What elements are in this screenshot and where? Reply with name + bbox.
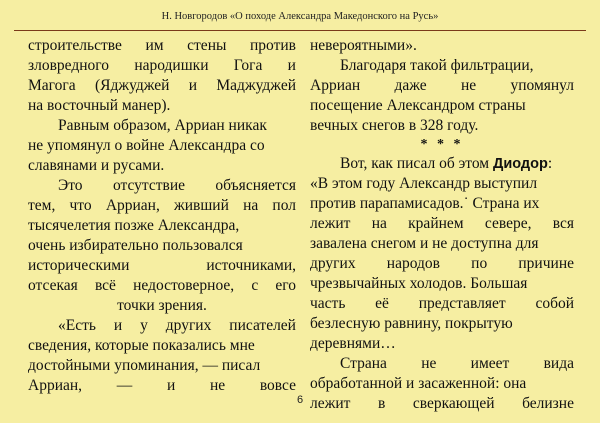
text-line bbox=[310, 254, 574, 274]
word: Гога bbox=[233, 57, 263, 74]
word: отсекая bbox=[28, 277, 78, 294]
text-line: посещение Александром страны bbox=[310, 97, 526, 114]
word: пол bbox=[272, 197, 296, 214]
text-line bbox=[28, 276, 296, 296]
word: лежит bbox=[310, 215, 351, 232]
word: по bbox=[471, 255, 488, 272]
word: что bbox=[69, 197, 92, 214]
word: в bbox=[377, 395, 386, 412]
word: народов bbox=[386, 255, 440, 272]
word: зловредного bbox=[28, 57, 110, 74]
word: у bbox=[140, 317, 148, 334]
text-line: чрезвычайных холодов. Большая bbox=[310, 275, 528, 292]
text-line: Равным образом, Арриан никак bbox=[58, 117, 267, 134]
diodor-intro-line bbox=[310, 154, 574, 174]
word: Маджуджей bbox=[216, 77, 296, 94]
intro-text: Вот, как писал об этом bbox=[340, 155, 493, 172]
word: даже bbox=[394, 77, 427, 94]
text-line bbox=[310, 294, 574, 314]
word: — bbox=[116, 377, 133, 394]
word: против bbox=[250, 37, 296, 54]
word: не bbox=[460, 77, 477, 94]
word: на bbox=[243, 197, 259, 214]
word: источниками, bbox=[206, 257, 296, 274]
word: отсутствие bbox=[112, 177, 186, 194]
word: (Яджуджей bbox=[94, 77, 170, 94]
author-name: Диодор bbox=[492, 156, 548, 172]
page-number: 6 bbox=[296, 394, 304, 406]
text-line: на восточный манер). bbox=[28, 97, 171, 114]
text-line: очень избирательно пользовался bbox=[28, 237, 243, 254]
word: не bbox=[209, 377, 226, 394]
text-line: сведения, которые показались мне bbox=[28, 337, 255, 354]
word: других bbox=[310, 255, 356, 272]
text-line: «В этом году Александр выступил bbox=[310, 175, 538, 192]
text-line: вечных снегов в 328 году. bbox=[310, 117, 479, 134]
word: всё bbox=[94, 277, 116, 294]
left-column bbox=[28, 36, 296, 396]
word: на bbox=[371, 215, 387, 232]
text-line bbox=[28, 256, 296, 276]
word: Арриан, bbox=[105, 197, 160, 214]
word: Это bbox=[58, 177, 83, 194]
text-line: обработанной и засаженной: она bbox=[310, 375, 527, 392]
word: имеет bbox=[470, 355, 510, 372]
word: упомянул bbox=[510, 77, 574, 94]
word: вся bbox=[552, 215, 574, 232]
text-line bbox=[28, 316, 296, 336]
word: стены bbox=[187, 37, 227, 54]
word: белизне bbox=[522, 395, 574, 412]
word: представляет bbox=[418, 295, 506, 312]
text-line bbox=[28, 36, 296, 56]
text-line bbox=[310, 354, 574, 374]
word: им bbox=[145, 37, 164, 54]
word: севере, bbox=[484, 215, 532, 232]
text-line: безлесную равнину, покрытую bbox=[310, 315, 513, 332]
word: часть bbox=[310, 295, 346, 312]
word: и bbox=[188, 77, 198, 94]
word: Арриан bbox=[310, 77, 361, 94]
text-line: против парапамисадов.˙ Страна их bbox=[310, 195, 540, 212]
word: причине bbox=[518, 255, 574, 272]
word: Арриан, bbox=[28, 377, 83, 394]
word: собой bbox=[535, 295, 574, 312]
word: не bbox=[421, 355, 437, 372]
text-line bbox=[310, 76, 574, 96]
word: историческими bbox=[28, 257, 130, 274]
text-line bbox=[28, 176, 296, 196]
word: и bbox=[166, 377, 176, 394]
word: и bbox=[287, 57, 296, 74]
right-column bbox=[310, 36, 574, 414]
text-line bbox=[28, 196, 296, 216]
text-line: достойными упоминания, — писал bbox=[28, 357, 261, 374]
word: писателей bbox=[229, 317, 296, 334]
text-line: невероятными». bbox=[310, 37, 417, 54]
text-line bbox=[28, 56, 296, 76]
word: с bbox=[251, 277, 259, 294]
text-line: славянами и русами. bbox=[28, 157, 165, 174]
word: Страна bbox=[340, 355, 387, 372]
intro-colon: : bbox=[547, 155, 553, 172]
word: других bbox=[165, 317, 212, 334]
text-line: точки зрения. bbox=[117, 297, 207, 314]
word: тем, bbox=[28, 197, 56, 214]
word: живший bbox=[174, 197, 229, 214]
word: лежит bbox=[310, 395, 351, 412]
text-line: тысячелетия позже Александра, bbox=[28, 217, 240, 234]
word: строительстве bbox=[28, 37, 122, 54]
word: объясняется bbox=[215, 177, 296, 194]
text-line: деревнями… bbox=[310, 335, 396, 352]
word: народишки bbox=[134, 57, 209, 74]
word: его bbox=[275, 277, 296, 294]
text-line: завалена снегом и не доступна для bbox=[310, 235, 539, 252]
word: недостоверное, bbox=[133, 277, 235, 294]
text-line bbox=[28, 376, 296, 396]
word: и bbox=[113, 317, 123, 334]
word: Магога bbox=[28, 77, 76, 94]
word: её bbox=[375, 295, 389, 312]
word: сверкающей bbox=[412, 395, 495, 412]
word: вовсе bbox=[259, 377, 296, 394]
word: крайнем bbox=[408, 215, 464, 232]
text-line: не упомянул о войне Александра со bbox=[28, 137, 265, 154]
text-line: Благодаря такой фильтрации, bbox=[340, 57, 534, 74]
word: «Есть bbox=[58, 317, 96, 334]
text-line bbox=[310, 214, 574, 234]
word: вида bbox=[543, 355, 574, 372]
text-line bbox=[28, 76, 296, 96]
section-separator: * * * bbox=[420, 137, 464, 152]
running-header: Н. Новгородов «О походе Александра Македонского на Русь» bbox=[14, 6, 586, 31]
